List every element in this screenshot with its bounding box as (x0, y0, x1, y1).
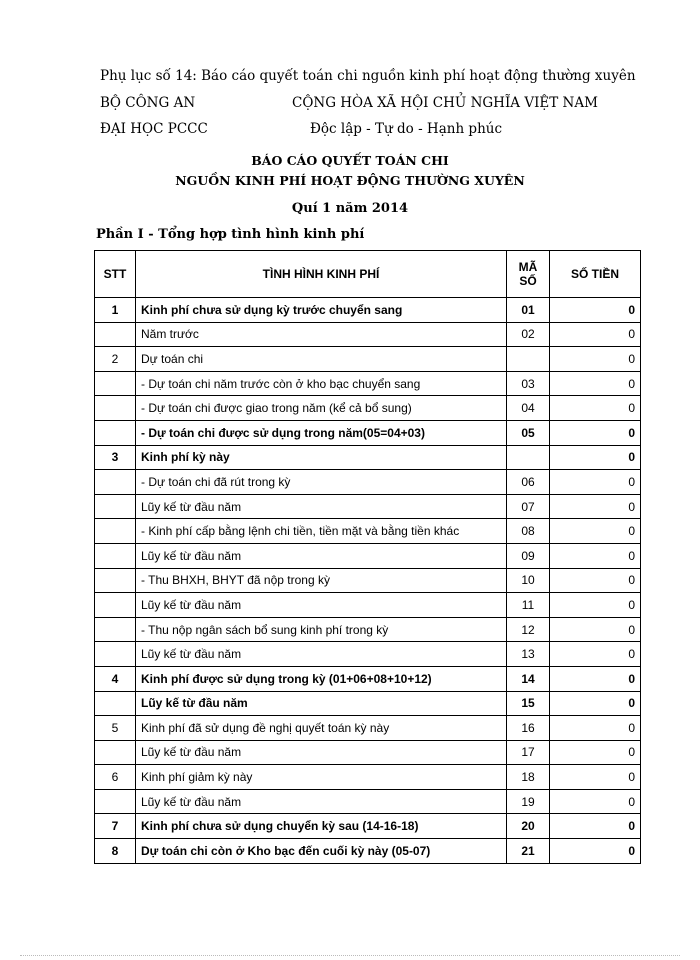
table-row (95, 396, 641, 421)
table-row (95, 445, 641, 470)
row-code: 04 (507, 396, 550, 421)
row-stt: 1 (95, 298, 136, 323)
row-code: 05 (507, 420, 550, 445)
row-description: Lũy kế từ đầu năm (136, 494, 507, 519)
row-amount: 0 (550, 642, 641, 667)
row-stt (95, 691, 136, 716)
ministry-name: BỘ CÔNG AN (100, 95, 196, 111)
row-description: Kinh phí chưa sử dụng kỳ trước chuyển sang (136, 298, 507, 323)
row-description: - Thu nộp ngân sách bổ sung kinh phí trong kỳ (136, 617, 507, 642)
row-stt (95, 740, 136, 765)
row-amount: 0 (550, 716, 641, 741)
row-description: - Dự toán chi được sử dụng trong năm(05=04+03) (136, 420, 507, 445)
row-stt (95, 371, 136, 396)
table-row (95, 568, 641, 593)
row-amount: 0 (550, 691, 641, 716)
row-description: Kinh phí chưa sử dụng chuyển kỳ sau (14-16-18) (136, 814, 507, 839)
row-code: 12 (507, 617, 550, 642)
table-row (95, 519, 641, 544)
row-code: 10 (507, 568, 550, 593)
row-amount: 0 (550, 666, 641, 691)
row-stt (95, 568, 136, 593)
row-code: 14 (507, 666, 550, 691)
row-stt (95, 617, 136, 642)
row-stt (95, 470, 136, 495)
row-stt (95, 642, 136, 667)
report-period: Quí 1 năm 2014 (291, 201, 409, 216)
row-amount: 0 (550, 371, 641, 396)
table-row (95, 420, 641, 445)
row-code (507, 347, 550, 372)
table-row (95, 765, 641, 790)
table-row (95, 691, 641, 716)
row-code: 07 (507, 494, 550, 519)
table-row (95, 642, 641, 667)
header-stt: STT (95, 251, 136, 298)
row-code (507, 445, 550, 470)
row-description: Kinh phí giảm kỳ này (136, 765, 507, 790)
table-row (95, 298, 641, 323)
row-description: Lũy kế từ đầu năm (136, 642, 507, 667)
row-amount: 0 (550, 789, 641, 814)
row-code: 06 (507, 470, 550, 495)
row-description: - Dự toán chi đã rút trong kỳ (136, 470, 507, 495)
table-row (95, 666, 641, 691)
row-description: Dự toán chi (136, 347, 507, 372)
row-amount: 0 (550, 420, 641, 445)
unit-name: ĐẠI HỌC PCCC (100, 121, 208, 137)
row-description: - Thu BHXH, BHYT đã nộp trong kỳ (136, 568, 507, 593)
row-description: Kinh phí đã sử dụng đề nghị quyết toán kỳ này (136, 716, 507, 741)
row-stt: 3 (95, 445, 136, 470)
row-amount: 0 (550, 740, 641, 765)
row-description: Lũy kế từ đầu năm (136, 593, 507, 618)
appendix-title: Phụ lục số 14: Báo cáo quyết toán chi nguồn kinh phí hoạt động thường xuyên (100, 68, 636, 84)
row-stt: 2 (95, 347, 136, 372)
row-amount: 0 (550, 765, 641, 790)
report-title-line2: NGUỒN KINH PHÍ HOẠT ĐỘNG THƯỜNG XUYÊN (175, 173, 525, 188)
row-amount: 0 (550, 322, 641, 347)
row-description: Kinh phí được sử dụng trong kỳ (01+06+08+10+12) (136, 666, 507, 691)
row-code: 01 (507, 298, 550, 323)
row-code: 17 (507, 740, 550, 765)
row-description: Dự toán chi còn ở Kho bạc đến cuối kỳ này (05-07) (136, 839, 507, 864)
row-stt: 6 (95, 765, 136, 790)
table-row (95, 322, 641, 347)
table-row (95, 740, 641, 765)
page-footer-divider (20, 955, 680, 956)
row-description: Lũy kế từ đầu năm (136, 543, 507, 568)
row-description: - Dự toán chi được giao trong năm (kể cả bổ sung) (136, 396, 507, 421)
row-amount: 0 (550, 543, 641, 568)
funding-table (94, 250, 641, 864)
row-code: 16 (507, 716, 550, 741)
table-row (95, 716, 641, 741)
row-stt: 5 (95, 716, 136, 741)
header-ma (507, 251, 550, 298)
row-code: 03 (507, 371, 550, 396)
row-code: 11 (507, 593, 550, 618)
table-row (95, 371, 641, 396)
motto: Độc lập - Tự do - Hạnh phúc (310, 121, 503, 137)
row-code: 08 (507, 519, 550, 544)
header-desc: TÌNH HÌNH KINH PHÍ (136, 251, 507, 298)
row-description: Lũy kế từ đầu năm (136, 691, 507, 716)
header-ma-line2: SỐ (519, 274, 537, 288)
row-description: Lũy kế từ đầu năm (136, 740, 507, 765)
row-code: 21 (507, 839, 550, 864)
row-code: 02 (507, 322, 550, 347)
row-stt (95, 593, 136, 618)
row-amount: 0 (550, 445, 641, 470)
table-row (95, 347, 641, 372)
table-row (95, 543, 641, 568)
row-stt: 8 (95, 839, 136, 864)
report-title-line1: BÁO CÁO QUYẾT TOÁN CHI (251, 153, 449, 168)
row-amount: 0 (550, 519, 641, 544)
row-description: - Kinh phí cấp bằng lệnh chi tiền, tiền mặt và bằng tiền khác (136, 519, 507, 544)
row-amount: 0 (550, 814, 641, 839)
section-title: Phần I - Tổng hợp tình hình kinh phí (96, 227, 365, 242)
row-stt (95, 543, 136, 568)
row-code: 19 (507, 789, 550, 814)
row-amount: 0 (550, 298, 641, 323)
row-amount: 0 (550, 617, 641, 642)
table-row (95, 617, 641, 642)
row-code: 20 (507, 814, 550, 839)
row-stt (95, 420, 136, 445)
row-stt (95, 396, 136, 421)
header-tien: SỐ TIỀN (550, 251, 641, 298)
row-code: 13 (507, 642, 550, 667)
table-row (95, 494, 641, 519)
row-stt (95, 494, 136, 519)
row-code: 09 (507, 543, 550, 568)
row-amount: 0 (550, 494, 641, 519)
table-header-row (95, 251, 641, 298)
row-stt: 4 (95, 666, 136, 691)
row-description: Kinh phí kỳ này (136, 445, 507, 470)
row-description: - Dự toán chi năm trước còn ở kho bạc chuyển sang (136, 371, 507, 396)
row-description: Năm trước (136, 322, 507, 347)
row-amount: 0 (550, 593, 641, 618)
row-amount: 0 (550, 839, 641, 864)
row-code: 15 (507, 691, 550, 716)
table-row (95, 814, 641, 839)
row-code: 18 (507, 765, 550, 790)
row-description: Lũy kế từ đầu năm (136, 789, 507, 814)
table-row (95, 593, 641, 618)
row-stt (95, 322, 136, 347)
row-amount: 0 (550, 396, 641, 421)
row-stt (95, 519, 136, 544)
table-row (95, 470, 641, 495)
row-stt (95, 789, 136, 814)
table-body (95, 298, 641, 864)
table-row (95, 839, 641, 864)
row-amount: 0 (550, 347, 641, 372)
row-amount: 0 (550, 470, 641, 495)
row-amount: 0 (550, 568, 641, 593)
header-ma-line1: MÃ (518, 260, 538, 274)
table-row (95, 789, 641, 814)
country-name: CỘNG HÒA XÃ HỘI CHỦ NGHĨA VIỆT NAM (292, 95, 598, 111)
row-stt: 7 (95, 814, 136, 839)
